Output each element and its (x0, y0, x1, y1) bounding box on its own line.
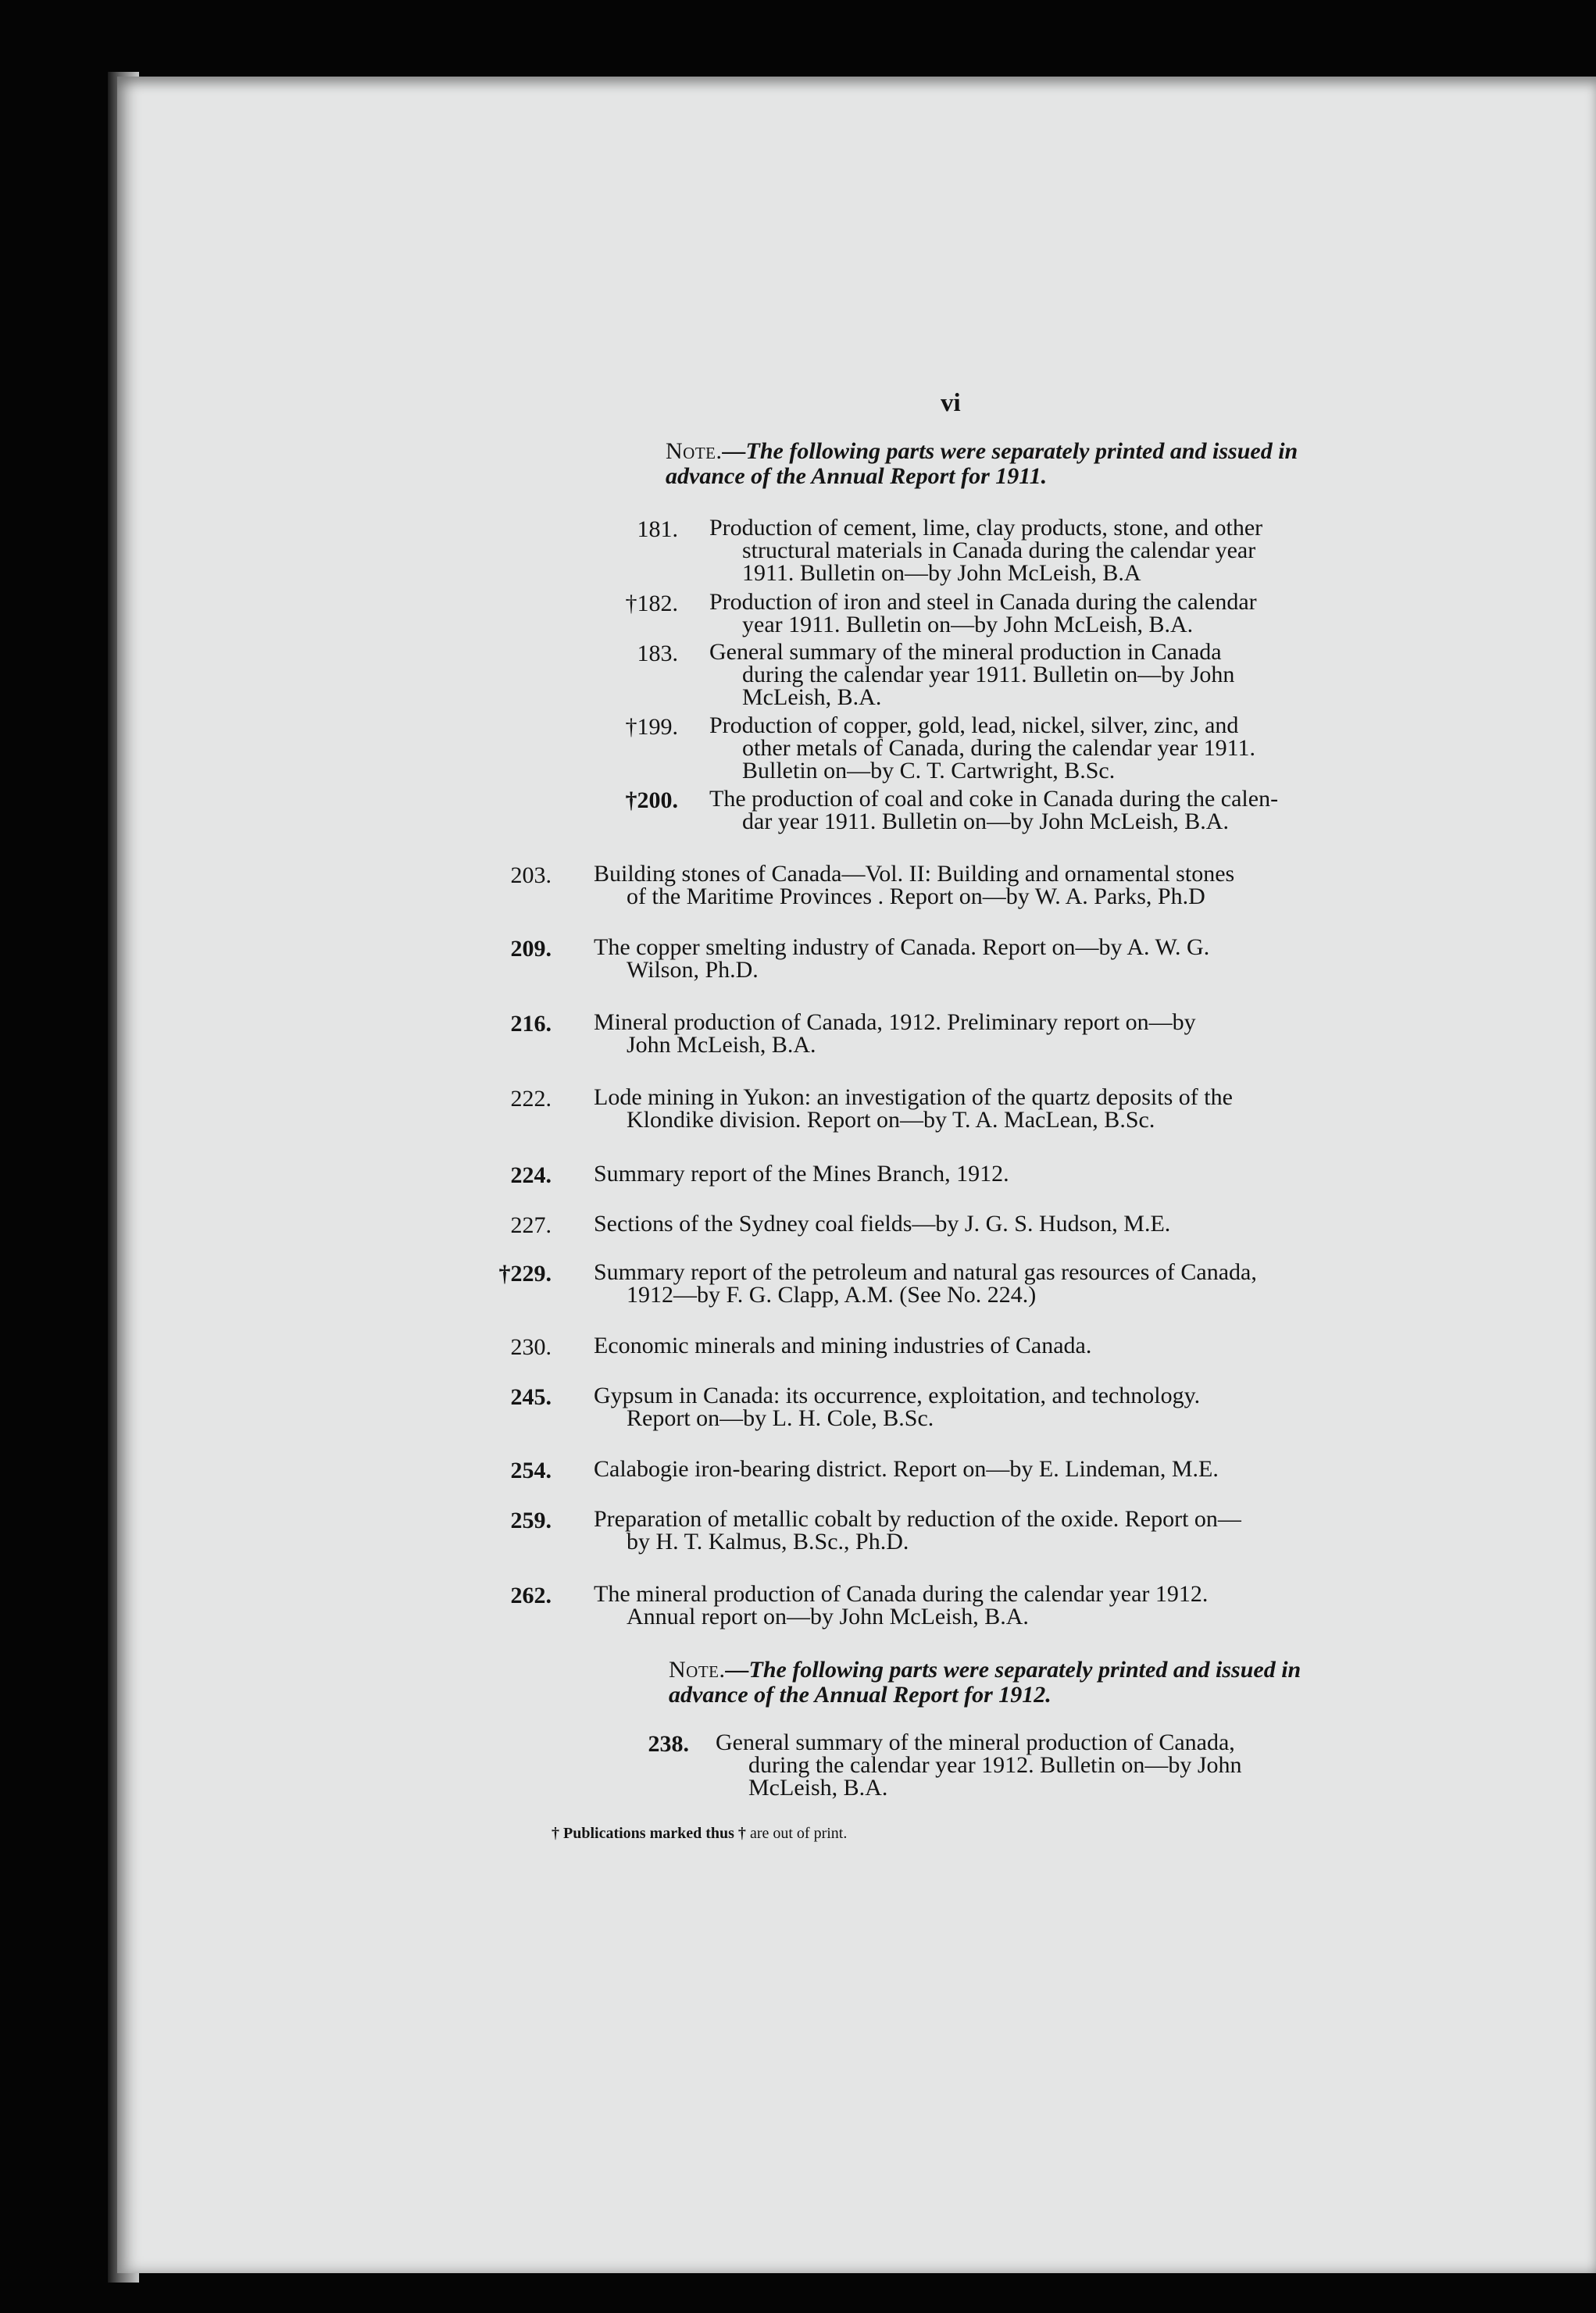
entry-number: 245. (510, 1384, 552, 1410)
entry-number: 183. (637, 641, 678, 666)
entry-text: Summary report of the Mines Branch, 1912. (594, 1161, 1009, 1187)
entry-text: Gypsum in Canada: its occurrence, exploitation, and technology. Report on—by L. H. Cole, B.Sc. (594, 1383, 1201, 1431)
page-number: vi (941, 389, 961, 417)
entry-text: General summary of the mineral production in Canada during the calendar year 1911. Bulletin on—by John McLeish, B.A. (709, 639, 1235, 710)
entry-text: Production of copper, gold, lead, nickel, silver, zinc, and other metals of Canada, during the calendar year 1911. Bulletin on—by C. T. Cartwright, B.Sc. (709, 712, 1255, 783)
entry-text: Preparation of metallic cobalt by reduction of the oxide. Report on— by H. T. Kalmus, B.Sc., Ph.D. (594, 1506, 1241, 1554)
entry-number: 224. (510, 1162, 552, 1188)
entry-number: †200. (625, 787, 678, 813)
entry-text: Summary report of the petroleum and natural gas resources of Canada, 1912—by F. G. Clapp, A.M. (See No. 224.) (594, 1259, 1257, 1308)
entry-text: The production of coal and coke in Canada during the calen- dar year 1911. Bulletin on—by John McLeish, B.A. (709, 786, 1279, 834)
entry-number: 238. (648, 1731, 689, 1757)
entry-number: 227. (510, 1212, 552, 1238)
note-1912 (669, 1658, 1403, 1708)
entry-number: 230. (510, 1334, 552, 1360)
entry-text: Production of iron and steel in Canada during the calendar year 1911. Bulletin on—by John McLeish, B.A. (709, 589, 1257, 637)
entry-number: 222. (510, 1086, 552, 1112)
entry-text: Calabogie iron-bearing district. Report on—by E. Lindeman, M.E. (594, 1456, 1219, 1482)
entry-number: 181. (637, 516, 678, 542)
note-text-line2: advance of the Annual Report for 1912. (669, 1682, 1052, 1708)
note-text-line2: advance of the Annual Report for 1911. (666, 463, 1048, 489)
entry-text: Sections of the Sydney coal fields—by J. G. S. Hudson, M.E. (594, 1211, 1171, 1237)
entry-number: 254. (510, 1458, 552, 1483)
note-1911 (666, 439, 1400, 489)
note-text: —The following parts were separately printed and issued in (722, 438, 1298, 464)
entry-text: Production of cement, lime, clay products, stone, and other structural materials in Canada during the calendar year 1911. Bulletin on—by John McLeish, B.A (709, 515, 1263, 586)
entry-number: 259. (510, 1508, 552, 1533)
entry-text: The mineral production of Canada during the calendar year 1912. Annual report on—by John McLeish, B.A. (594, 1581, 1209, 1629)
entry-number: †229. (498, 1261, 552, 1287)
footnote-suffix: are out of print. (749, 1825, 848, 1842)
entry-number: †182. (625, 591, 678, 616)
footnote-prefix: † Publications marked thus † (552, 1825, 746, 1842)
entry-number: 262. (510, 1583, 552, 1608)
footnote (552, 1825, 847, 1843)
note-prefix: Note. (666, 438, 723, 464)
entry-text: Mineral production of Canada, 1912. Preliminary report on—by John McLeish, B.A. (594, 1009, 1196, 1058)
entry-number: †199. (625, 714, 678, 740)
note-prefix: Note. (669, 1657, 726, 1683)
entry-text: Economic minerals and mining industries of Canada. (594, 1333, 1092, 1358)
entry-number: 216. (510, 1011, 552, 1037)
entry-text: Lode mining in Yukon: an investigation of the quartz deposits of the Klondike division. Report on—by T. A. MacLean, B.Sc. (594, 1084, 1233, 1133)
entry-number: 203. (510, 862, 552, 888)
entry-text: The copper smelting industry of Canada. Report on—by A. W. G. Wilson, Ph.D. (594, 934, 1210, 983)
entry-text: Building stones of Canada—Vol. II: Building and ornamental stones of the Maritime Provinces . Report on—by W. A. Parks, Ph.D (594, 861, 1235, 909)
entry-text: General summary of the mineral production of Canada, during the calendar year 1912. Bulletin on—by John McLeish, B.A. (716, 1729, 1242, 1801)
entry-number: 209. (510, 936, 552, 962)
note-text: —The following parts were separately printed and issued in (725, 1657, 1301, 1683)
